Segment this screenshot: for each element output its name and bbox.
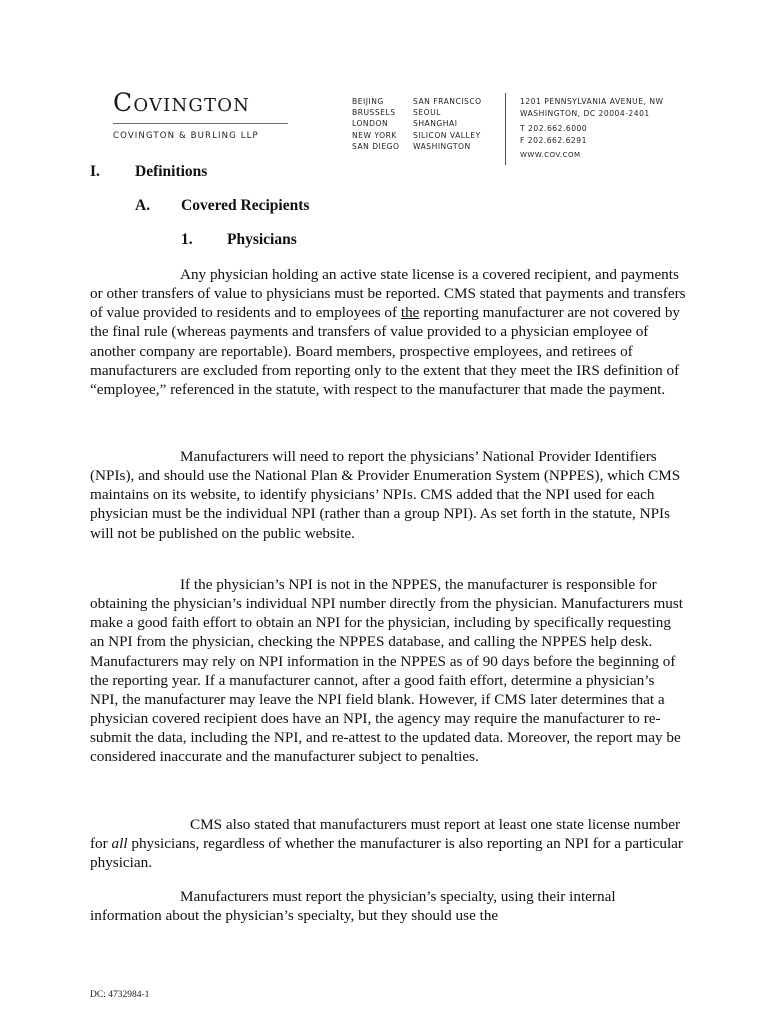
office-city: SHANGHAI bbox=[413, 119, 458, 129]
telephone: T 202.662.6000 bbox=[520, 124, 588, 133]
paragraph-3: If the physician’s NPI is not in the NPPES, the manufacturer is responsible for obtaining the physician’s individual NPI number directly from the physician. Manufacturers must make a good faith effort to obtain an NPI for the physician, including by specifically requesting an NPI from the physician, checking the NPPES database, and calling the NPPES help desk. Manufacturers may rely on NPI information in the NPPES as of 90 days before the beginning of the reporting year. If a manufacturer cannot, after a good faith effort, determine a physician’s NPI, the manufacturer may leave the NPI field blank. However, if CMS later determines that a physician covered recipient does have an NPI, the agency may require the manufacturer to re-submit the data, including the NPI, and re-attest to the updated data. Moreover, the report may be considered inaccurate and the manufacturer subject to penalties. bbox=[90, 576, 684, 766]
office-city: SAN FRANCISCO bbox=[413, 97, 482, 106]
underlined-word: the bbox=[400, 304, 420, 322]
office-city: LONDON bbox=[352, 119, 389, 129]
offices-column-1 bbox=[352, 96, 400, 152]
paragraph-5: Manufacturers must report the physician’s specialty, using their internal information about the physician’s specialty, but they should use the bbox=[90, 888, 616, 925]
emphasized-word: all bbox=[111, 835, 128, 853]
letterhead-divider bbox=[505, 93, 506, 165]
fax: F 202.662.6291 bbox=[520, 135, 587, 145]
paragraph-1 bbox=[90, 265, 686, 399]
office-city: SAN DIEGO bbox=[352, 141, 400, 151]
subsection-title: Covered Recipients bbox=[181, 197, 310, 214]
office-city: SEOUL bbox=[413, 108, 441, 118]
document-id: DC: 4732984-1 bbox=[90, 990, 150, 1000]
paragraph-2: Manufacturers will need to report the physicians’ National Provider Identifiers (NPIs), and should use the National Plan & Provider Enumeration System (NPPES), which CMS maintains on its website, to identify physicians’ NPIs. CMS added that the NPI used for each physician must be the individual NPI (rather than a group NPI). As set forth in the statute, NPIs will not be published on the public website. bbox=[90, 448, 681, 542]
paragraph-1-rest: reporting manufacturer are not covered by the final rule (whereas payments and transfers of value provided to a physician employee of another company are reportable). Board members, prospective employees, and retirees of manufacturers are excluded from reporting only to the extent that they meet the IRS definition of “employee,” referenced in the statute, with respect to the manufacturer that made the payment. bbox=[90, 304, 681, 398]
website: WWW.COV.COM bbox=[520, 151, 581, 159]
office-city: BRUSSELS bbox=[352, 108, 396, 118]
logo-divider bbox=[113, 123, 288, 124]
subsection-number: A. bbox=[135, 197, 151, 214]
paragraph-4-text: CMS also stated that manufacturers must report at least one state license number for bbox=[90, 816, 681, 853]
paragraph-4 bbox=[90, 815, 686, 872]
address-line-1: 1201 PENNSYLVANIA AVENUE, NW bbox=[520, 97, 664, 106]
firm-subtitle: COVINGTON & BURLING LLP bbox=[113, 131, 259, 141]
item-title: Physicians bbox=[227, 231, 297, 248]
firm-logo bbox=[113, 89, 289, 141]
offices-column-2 bbox=[413, 96, 482, 152]
section-title: Definitions bbox=[135, 163, 208, 180]
office-city: BEIJING bbox=[352, 97, 384, 106]
office-city: SILICON VALLEY bbox=[413, 130, 481, 140]
office-city: NEW YORK bbox=[352, 130, 397, 140]
item-number: 1. bbox=[181, 231, 193, 248]
section-number: I. bbox=[90, 163, 100, 180]
address-line-2: WASHINGTON, DC 20004-2401 bbox=[520, 108, 650, 118]
firm-contact bbox=[520, 96, 664, 162]
paragraph-4-rest: physicians, regardless of whether the manufacturer is also reporting an NPI for a particular physician. bbox=[90, 835, 683, 872]
office-city: WASHINGTON bbox=[413, 141, 471, 151]
firm-name: Covington bbox=[113, 88, 251, 117]
paragraph-1-text: Any physician holding an active state license is a covered recipient, and payments or other transfers of value to physicians must be reported. CMS stated that payments and transfers of value provided to residents and to employees of bbox=[90, 266, 686, 322]
